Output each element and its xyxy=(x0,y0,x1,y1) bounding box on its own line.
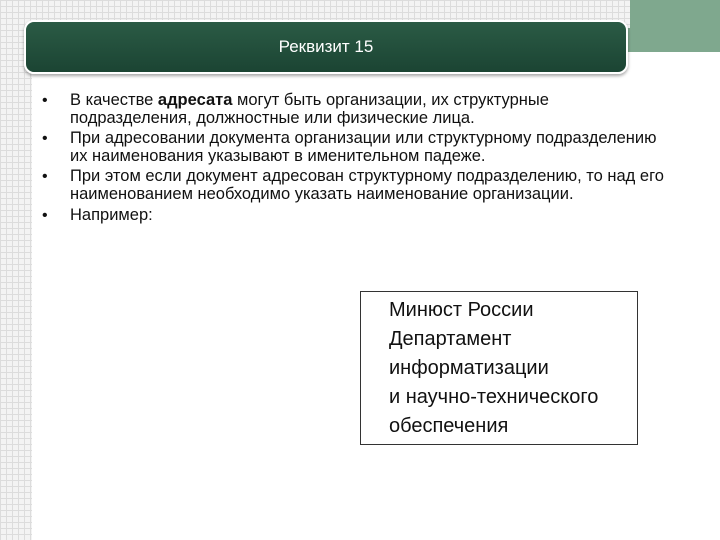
bullet-list xyxy=(42,92,672,227)
example-line: и научно-технического xyxy=(389,386,599,408)
bullet-marker: • xyxy=(42,92,48,109)
bullet-marker: • xyxy=(42,168,48,186)
bullet-item xyxy=(42,92,672,127)
bullet-text: При адресовании документа организации или структурному подразделению их наименования указывают в именительном падеже. xyxy=(70,129,657,165)
bullet-marker: • xyxy=(42,206,48,224)
bullet-item xyxy=(42,130,672,165)
title-bar xyxy=(24,20,628,74)
header-corner xyxy=(630,0,720,52)
bullet-text: При этом если документ адресован структурному подразделению, то над его наименованием необходимо указать наименование организации. xyxy=(70,167,664,203)
bullet-item xyxy=(42,168,672,203)
example-line: обеспечения xyxy=(389,415,509,437)
example-line: Минюст России xyxy=(389,299,534,321)
example-address-lines xyxy=(389,296,598,441)
bullet-text: Например: xyxy=(70,205,153,224)
example-line: информатизации xyxy=(389,357,549,379)
example-line: Департамент xyxy=(389,328,512,350)
example-address-box xyxy=(360,291,638,445)
page-title: Реквизит 15 xyxy=(278,37,374,56)
bullet-text: В качестве xyxy=(70,91,158,109)
bullet-marker: • xyxy=(42,130,48,148)
bullet-text: могут быть организации, их структурные подразделения, должностные или физические лица. xyxy=(70,91,549,127)
bullet-item xyxy=(42,207,672,225)
bullet-bold-text: адресата xyxy=(157,91,233,109)
